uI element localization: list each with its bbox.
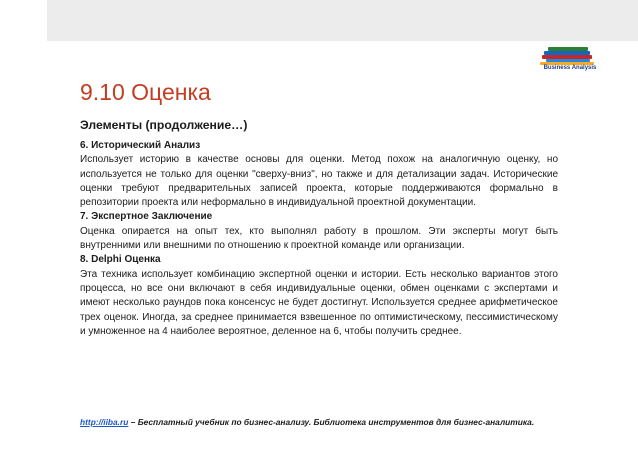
footer-link[interactable]: http://iiba.ru xyxy=(80,417,129,427)
section-heading: 6. Исторический Анализ xyxy=(80,140,201,151)
page-title: 9.10 Оценка xyxy=(80,79,211,105)
business-analysis-logo xyxy=(534,45,606,79)
section-paragraph: Оценка опирается на опыт тех, кто выполнял работу в прошлом. Эти эксперты могут быть внутренними или внешними по отношению к проектной команде или организации. xyxy=(80,225,558,252)
logo-text: Business Analysis xyxy=(543,65,597,71)
footer-text: – Бесплатный учебник по бизнес-анализу. Библиотека инструментов для бизнес-аналитика. xyxy=(128,417,535,427)
section-historical-analysis xyxy=(80,139,558,210)
section-delphi-estimation xyxy=(80,253,558,339)
section-heading: 7. Экспертное Заключение xyxy=(80,211,213,223)
slide-content xyxy=(80,117,558,339)
top-banner xyxy=(47,0,638,41)
section-subtitle: Элементы (продолжение…) xyxy=(80,118,248,132)
section-paragraph: Использует историю в качестве основы для оценки. Метод похож на аналогичную оценку, но используется не только для оценки "сверху-вниз", но также и для детализации задач. Исторические оценки требуют предварительных записей проекта, которые поддерживаются формально в репозитории проекта или неформально в индивидуальной проектной документации. xyxy=(80,154,558,209)
section-paragraph: Эта техника использует комбинацию экспертной оценки и истории. Есть несколько вариантов этого процесса, но все они включают в себя индивидуальные оценки, обмен оценками с экспертами и имеют несколько раундов пока консенсус не будет достигнут. Используется среднее арифметическое трех оценок. Иногда, за среднее принимается взвешенное по оптимистическому, пессимистическому и умноженное на 4 наиболее вероятное, деленное на 6, чтобы получить среднее. xyxy=(80,268,558,337)
books-stack-icon xyxy=(534,45,606,67)
section-expert-judgment xyxy=(80,210,558,253)
footer xyxy=(80,417,534,427)
section-heading: 8. Delphi Оценка xyxy=(80,254,161,266)
